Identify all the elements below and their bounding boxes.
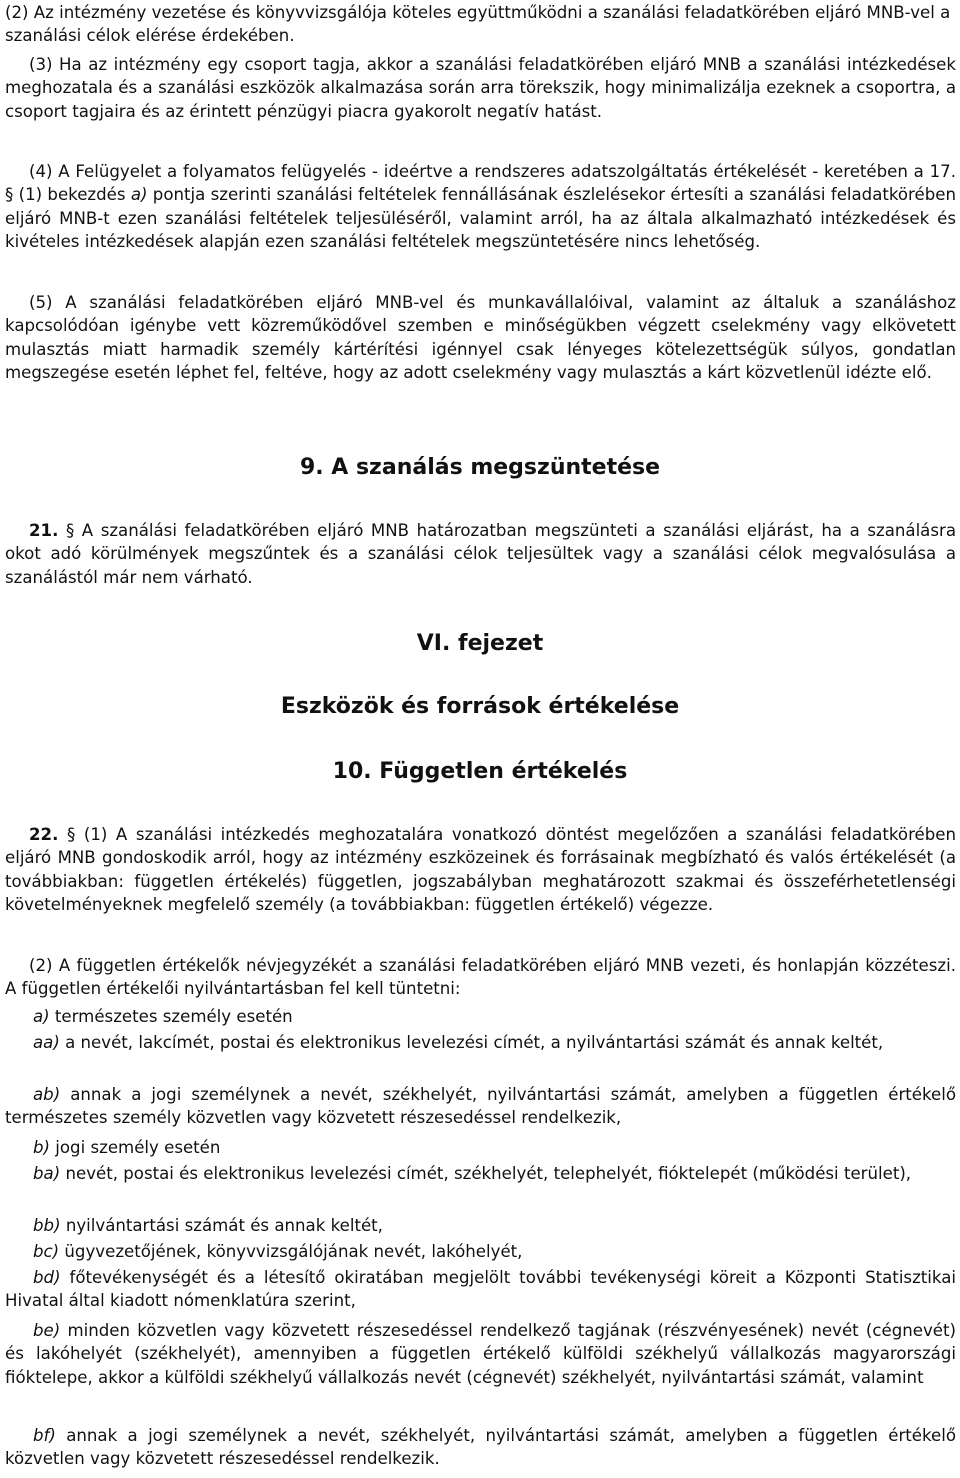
list-item-text: annak a jogi személynek a nevét, székhelyét, nyilvántartási számát, amelyben a független értékelő közvetlen vagy közvetett részesedéssel rendelkezik. [5, 1426, 956, 1469]
list-item [5, 1424, 956, 1471]
section-10-heading: 10. Független értékelés [332, 759, 628, 784]
list-item-mark: bf) [33, 1426, 56, 1445]
paragraph-4-ref: a) [130, 185, 148, 205]
list-item-mark: ab) [33, 1085, 61, 1104]
list-item [5, 1162, 956, 1185]
list-item [5, 1266, 956, 1313]
section-9-heading: 9. A szanálás megszüntetése [299, 455, 661, 480]
paragraph-2: (2) Az intézmény vezetése és könyvvizsgálója köteles együttműködni a szanálási feladatkörében eljáró MNB-vel a szanálási célok elérése érdekében. [5, 3, 951, 46]
section-21-text: § A szanálási feladatkörében eljáró MNB határozatban megszünteti a szanálási eljárást, ha a szanálásra okot adó körülmények megszűntek és a szanálási célok teljesültek vagy a szanálási célok megvalósulása a szanálástól már nem várható. [5, 521, 956, 587]
list-item-mark: bb) [33, 1216, 61, 1235]
paragraph-3: (3) Ha az intézmény egy csoport tagja, akkor a szanálási feladatkörében eljáró MNB a szanálási intézkedések meghozatala és a szanálási eszközök alkalmazása során arra törekszik, hogy minimalizálja ezeknek a csoportra, a csoport tagjaira és az érintett pénzügyi piacra gyakorolt negatív hatást. [5, 55, 956, 121]
section-22-text: § (1) A szanálási intézkedés meghozatalára vonatkozó döntést megelőzően a szanálási feladatkörében eljáró MNB gondoskodik arról, hogy az intézmény eszközeinek és forrásainak megbízható és valós értékelését (a továbbiakban: független értékelés) független, jogszabályban meghatározott szakmai és összeférhetetlenségi követelményeknek megfelelő személy (a továbbiakban: független értékelő) végezze. [5, 825, 956, 915]
section-22-paragraph-1 [5, 823, 956, 917]
list-item-mark: bd) [33, 1268, 61, 1287]
chapter-title: Eszközök és források értékelése [280, 694, 680, 719]
list-item-text: nevét, postai és elektronikus levelezési címét, székhelyét, telephelyét, fióktelepét (működési terület), [60, 1164, 912, 1183]
list-item [5, 1240, 956, 1263]
section-21-number: 21. [29, 521, 59, 540]
list-item [5, 1214, 956, 1237]
section-22-number: 22. [29, 825, 59, 844]
list-item-mark: b) [33, 1138, 51, 1157]
section-22-paragraph-2: (2) A független értékelők névjegyzékét a szanálási feladatkörében eljáró MNB vezeti, és honlapján közzéteszi. A független értékelői nyilvántartásban fel kell tüntetni: [5, 956, 956, 999]
list-item-mark: be) [33, 1321, 61, 1340]
list-item-text: ügyvezetőjének, könyvvizsgálójának nevét, lakóhelyét, [59, 1242, 523, 1261]
list-item-text: főtevékenységét és a létesítő okiratában megjelölt további tevékenységi köreit a Központi Statisztikai Hivatal által kiadott nómenklatúra szerint, [5, 1268, 956, 1311]
paragraph-4-text-a: (4) A Felügyelet a folyamatos felügyelés - ideértve a rendszeres adatszolgáltatás értékelését - keretében a 17. § (1) bekezdés [5, 162, 956, 205]
list-item-text: jogi személy esetén [50, 1138, 221, 1157]
list-item-mark: aa) [33, 1033, 60, 1052]
list-item-text: minden közvetlen vagy közvetett részesedéssel rendelkező tagjának (részvényesének) nevét (cégnevét) és lakóhelyét (székhelyét), amennyiben a független értékelő külföldi székhelyű vállalkozás magyarországi fióktelepe, akkor a külföldi székhelyű vállalkozás nevét (cégnevét) székhelyét, nyilvántartási számát, valamint [5, 1321, 956, 1387]
list-item-mark: ba) [33, 1164, 61, 1183]
list-item [5, 1136, 956, 1159]
list-item-text: nyilvántartási számát és annak keltét, [60, 1216, 383, 1235]
list-item [5, 1031, 956, 1054]
section-21-paragraph [5, 519, 956, 589]
list-item-text: a nevét, lakcímét, postai és elektronikus levelezési címét, a nyilvántartási számát és annak keltét, [59, 1033, 884, 1052]
list-item [5, 1319, 956, 1389]
paragraph-5: (5) A szanálási feladatkörében eljáró MNB-vel és munkavállalóival, valamint az általuk a szanáláshoz kapcsolódóan igénybe vett közreműködővel szemben e minőségükben végzett cselekmény vagy elkövetett mulasztás miatt harmadik személy kártérítési igénnyel csak lényeges kötelezettségük súlyos, gondatlan megszegése esetén léphet fel, feltéve, hogy az adott cselekmény vagy mulasztás a kárt közvetlenül idézte elő. [5, 293, 956, 383]
list-item [5, 1005, 956, 1028]
chapter-number: VI. fejezet [416, 631, 544, 656]
list-item-text: természetes személy esetén [49, 1007, 293, 1026]
list-item [5, 1083, 956, 1130]
paragraph-4-text-b: pontja szerinti szanálási feltételek fennállásának észlelésekor értesíti a szanálási feladatkörében eljáró MNB-t ezen szanálási feltételek teljesüléséről, valamint arról, ha az általa alkalmazható intézkedések és kivételes intézkedések alapján ezen szanálási feltételek megszüntetésére nincs lehetőség. [5, 185, 956, 252]
paragraph-4 [5, 160, 956, 254]
list-item-mark: bc) [33, 1242, 60, 1261]
list-item-text: annak a jogi személynek a nevét, székhelyét, nyilvántartási számát, amelyben a független értékelő természetes személy közvetlen vagy közvetett részesedéssel rendelkezik, [5, 1085, 956, 1128]
list-item-mark: a) [33, 1007, 50, 1026]
